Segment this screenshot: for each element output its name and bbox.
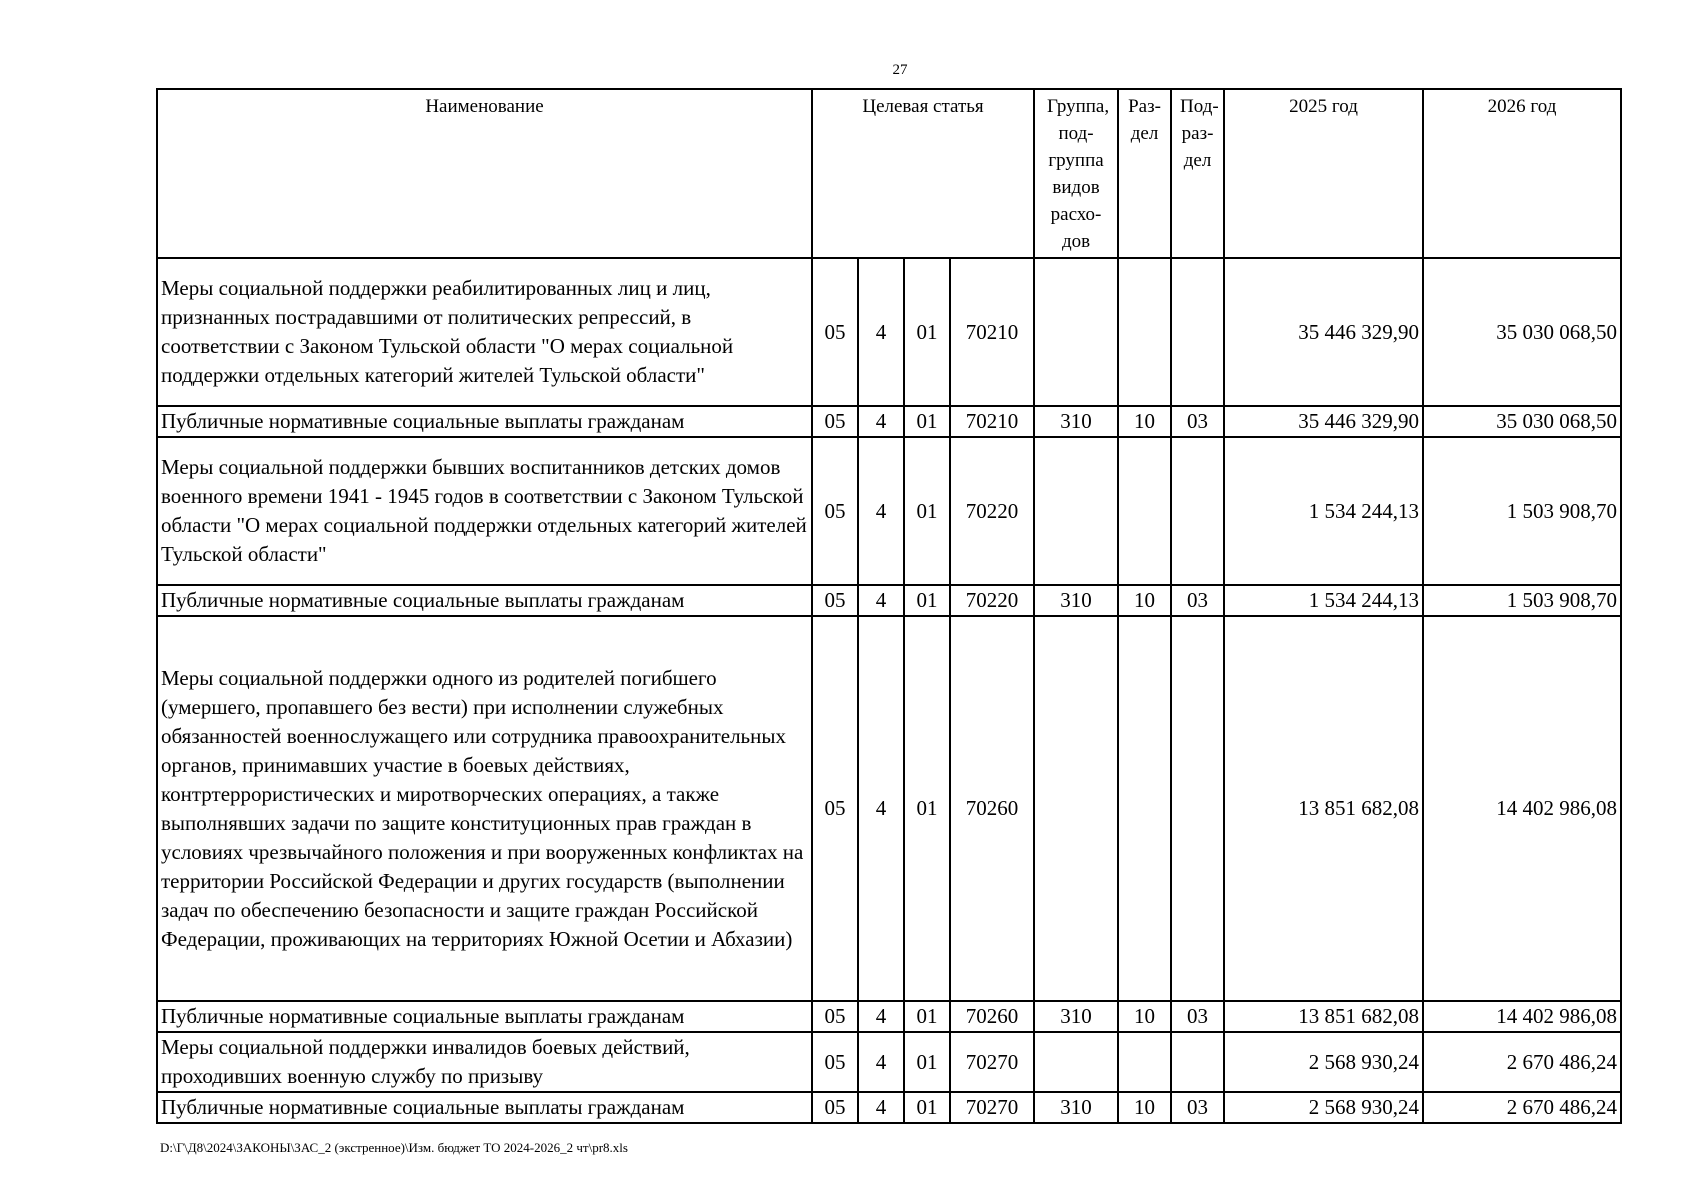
- amount-2025: 2 568 930,24: [1224, 1092, 1423, 1123]
- code-subprogram: 01: [904, 258, 950, 406]
- budget-table: [156, 88, 1622, 1124]
- code-type: 4: [858, 406, 904, 437]
- table-row: [157, 1001, 1621, 1032]
- amount-2026: 2 670 486,24: [1423, 1092, 1621, 1123]
- code-section: [1118, 1032, 1171, 1092]
- row-name: Публичные нормативные социальные выплаты гражданам: [157, 585, 812, 616]
- row-name: Меры социальной поддержки одного из родителей погибшего (умершего, пропавшего без вести) при исполнении служебных обязанностей военнослужащего или сотрудника правоохранительных органов, принимавших участие в боевых действиях, контртеррористических и миротворческих операциях, а также выполнявших задачи по защите конституционных прав граждан в условиях чрезвычайного положения и при вооруженных конфликтах на территории Российской Федерации и других государств (выполнении задач по обеспечению безопасности и защите граждан Российской Федерации, проживающих на территориях Южной Осетии и Абхазии): [157, 616, 812, 1001]
- table-row: [157, 258, 1621, 406]
- code-subsection: [1171, 616, 1224, 1001]
- header-group: Группа, под-группа видов расхо-дов: [1034, 89, 1118, 258]
- code-type: 4: [858, 437, 904, 585]
- code-subsection: [1171, 1032, 1224, 1092]
- code-subsection: [1171, 258, 1224, 406]
- code-group: 310: [1034, 1001, 1118, 1032]
- code-type: 4: [858, 258, 904, 406]
- amount-2025: 1 534 244,13: [1224, 437, 1423, 585]
- code-program: 05: [812, 1092, 858, 1123]
- code-direction: 70210: [950, 406, 1034, 437]
- row-name: Меры социальной поддержки бывших воспитанников детских домов военного времени 1941 - 1945 годов в соответствии с Законом Тульской области "О мерах социальной поддержки отдельных категорий жителей Тульской области": [157, 437, 812, 585]
- code-program: 05: [812, 1032, 858, 1092]
- amount-2025: 13 851 682,08: [1224, 1001, 1423, 1032]
- file-path-footer: D:\Г\Д8\2024\ЗАКОНЫ\ЗАС_2 (экстренное)\Изм. бюджет ТО 2024-2026_2 чт\pr8.xls: [160, 1140, 628, 1155]
- amount-2026: 1 503 908,70: [1423, 585, 1621, 616]
- amount-2025: 35 446 329,90: [1224, 258, 1423, 406]
- amount-2025: 2 568 930,24: [1224, 1032, 1423, 1092]
- code-group: 310: [1034, 406, 1118, 437]
- code-group: [1034, 1032, 1118, 1092]
- code-group: 310: [1034, 1092, 1118, 1123]
- code-direction: 70260: [950, 616, 1034, 1001]
- header-target-article: Целевая статья: [812, 89, 1034, 258]
- code-program: 05: [812, 585, 858, 616]
- row-name: Публичные нормативные социальные выплаты гражданам: [157, 406, 812, 437]
- code-section: 10: [1118, 585, 1171, 616]
- header-name: Наименование: [157, 89, 812, 258]
- table-row: [157, 437, 1621, 585]
- code-section: 10: [1118, 406, 1171, 437]
- code-section: [1118, 616, 1171, 1001]
- row-name: Публичные нормативные социальные выплаты гражданам: [157, 1001, 812, 1032]
- row-name: Меры социальной поддержки реабилитированных лиц и лиц, признанных пострадавшими от политических репрессий, в соответствии с Законом Тульской области "О мерах социальной поддержки отдельных категорий жителей Тульской области": [157, 258, 812, 406]
- code-subprogram: 01: [904, 406, 950, 437]
- header-year-2025: 2025 год: [1224, 89, 1423, 258]
- header-row: [157, 89, 1621, 258]
- code-group: 310: [1034, 585, 1118, 616]
- code-section: [1118, 437, 1171, 585]
- table-row: [157, 585, 1621, 616]
- code-section: [1118, 258, 1171, 406]
- amount-2025: 35 446 329,90: [1224, 406, 1423, 437]
- code-type: 4: [858, 616, 904, 1001]
- table-row: [157, 406, 1621, 437]
- code-group: [1034, 616, 1118, 1001]
- code-section: 10: [1118, 1092, 1171, 1123]
- amount-2025: 13 851 682,08: [1224, 616, 1423, 1001]
- row-name: Публичные нормативные социальные выплаты гражданам: [157, 1092, 812, 1123]
- code-direction: 70270: [950, 1032, 1034, 1092]
- code-section: 10: [1118, 1001, 1171, 1032]
- code-group: [1034, 258, 1118, 406]
- code-type: 4: [858, 585, 904, 616]
- code-type: 4: [858, 1001, 904, 1032]
- amount-2026: 2 670 486,24: [1423, 1032, 1621, 1092]
- code-group: [1034, 437, 1118, 585]
- code-program: 05: [812, 616, 858, 1001]
- code-subprogram: 01: [904, 1001, 950, 1032]
- header-subsection: Под-раз-дел: [1171, 89, 1224, 258]
- code-program: 05: [812, 258, 858, 406]
- amount-2026: 14 402 986,08: [1423, 616, 1621, 1001]
- code-subprogram: 01: [904, 1032, 950, 1092]
- code-subsection: 03: [1171, 1001, 1224, 1032]
- page-number: 27: [892, 62, 908, 78]
- code-program: 05: [812, 437, 858, 585]
- amount-2026: 1 503 908,70: [1423, 437, 1621, 585]
- code-subprogram: 01: [904, 1092, 950, 1123]
- code-subsection: 03: [1171, 406, 1224, 437]
- amount-2026: 14 402 986,08: [1423, 1001, 1621, 1032]
- code-type: 4: [858, 1092, 904, 1123]
- amount-2025: 1 534 244,13: [1224, 585, 1423, 616]
- code-direction: 70220: [950, 437, 1034, 585]
- code-direction: 70220: [950, 585, 1034, 616]
- header-year-2026: 2026 год: [1423, 89, 1621, 258]
- code-subprogram: 01: [904, 437, 950, 585]
- amount-2026: 35 030 068,50: [1423, 258, 1621, 406]
- code-subprogram: 01: [904, 616, 950, 1001]
- table-row: [157, 1092, 1621, 1123]
- table-row: [157, 1032, 1621, 1092]
- code-type: 4: [858, 1032, 904, 1092]
- code-subprogram: 01: [904, 585, 950, 616]
- header-section: Раз-дел: [1118, 89, 1171, 258]
- code-subsection: 03: [1171, 1092, 1224, 1123]
- amount-2026: 35 030 068,50: [1423, 406, 1621, 437]
- code-direction: 70210: [950, 258, 1034, 406]
- code-program: 05: [812, 1001, 858, 1032]
- code-direction: 70270: [950, 1092, 1034, 1123]
- code-program: 05: [812, 406, 858, 437]
- code-subsection: [1171, 437, 1224, 585]
- row-name: Меры социальной поддержки инвалидов боевых действий, проходивших военную службу по призыву: [157, 1032, 812, 1092]
- table-row: [157, 616, 1621, 1001]
- code-direction: 70260: [950, 1001, 1034, 1032]
- code-subsection: 03: [1171, 585, 1224, 616]
